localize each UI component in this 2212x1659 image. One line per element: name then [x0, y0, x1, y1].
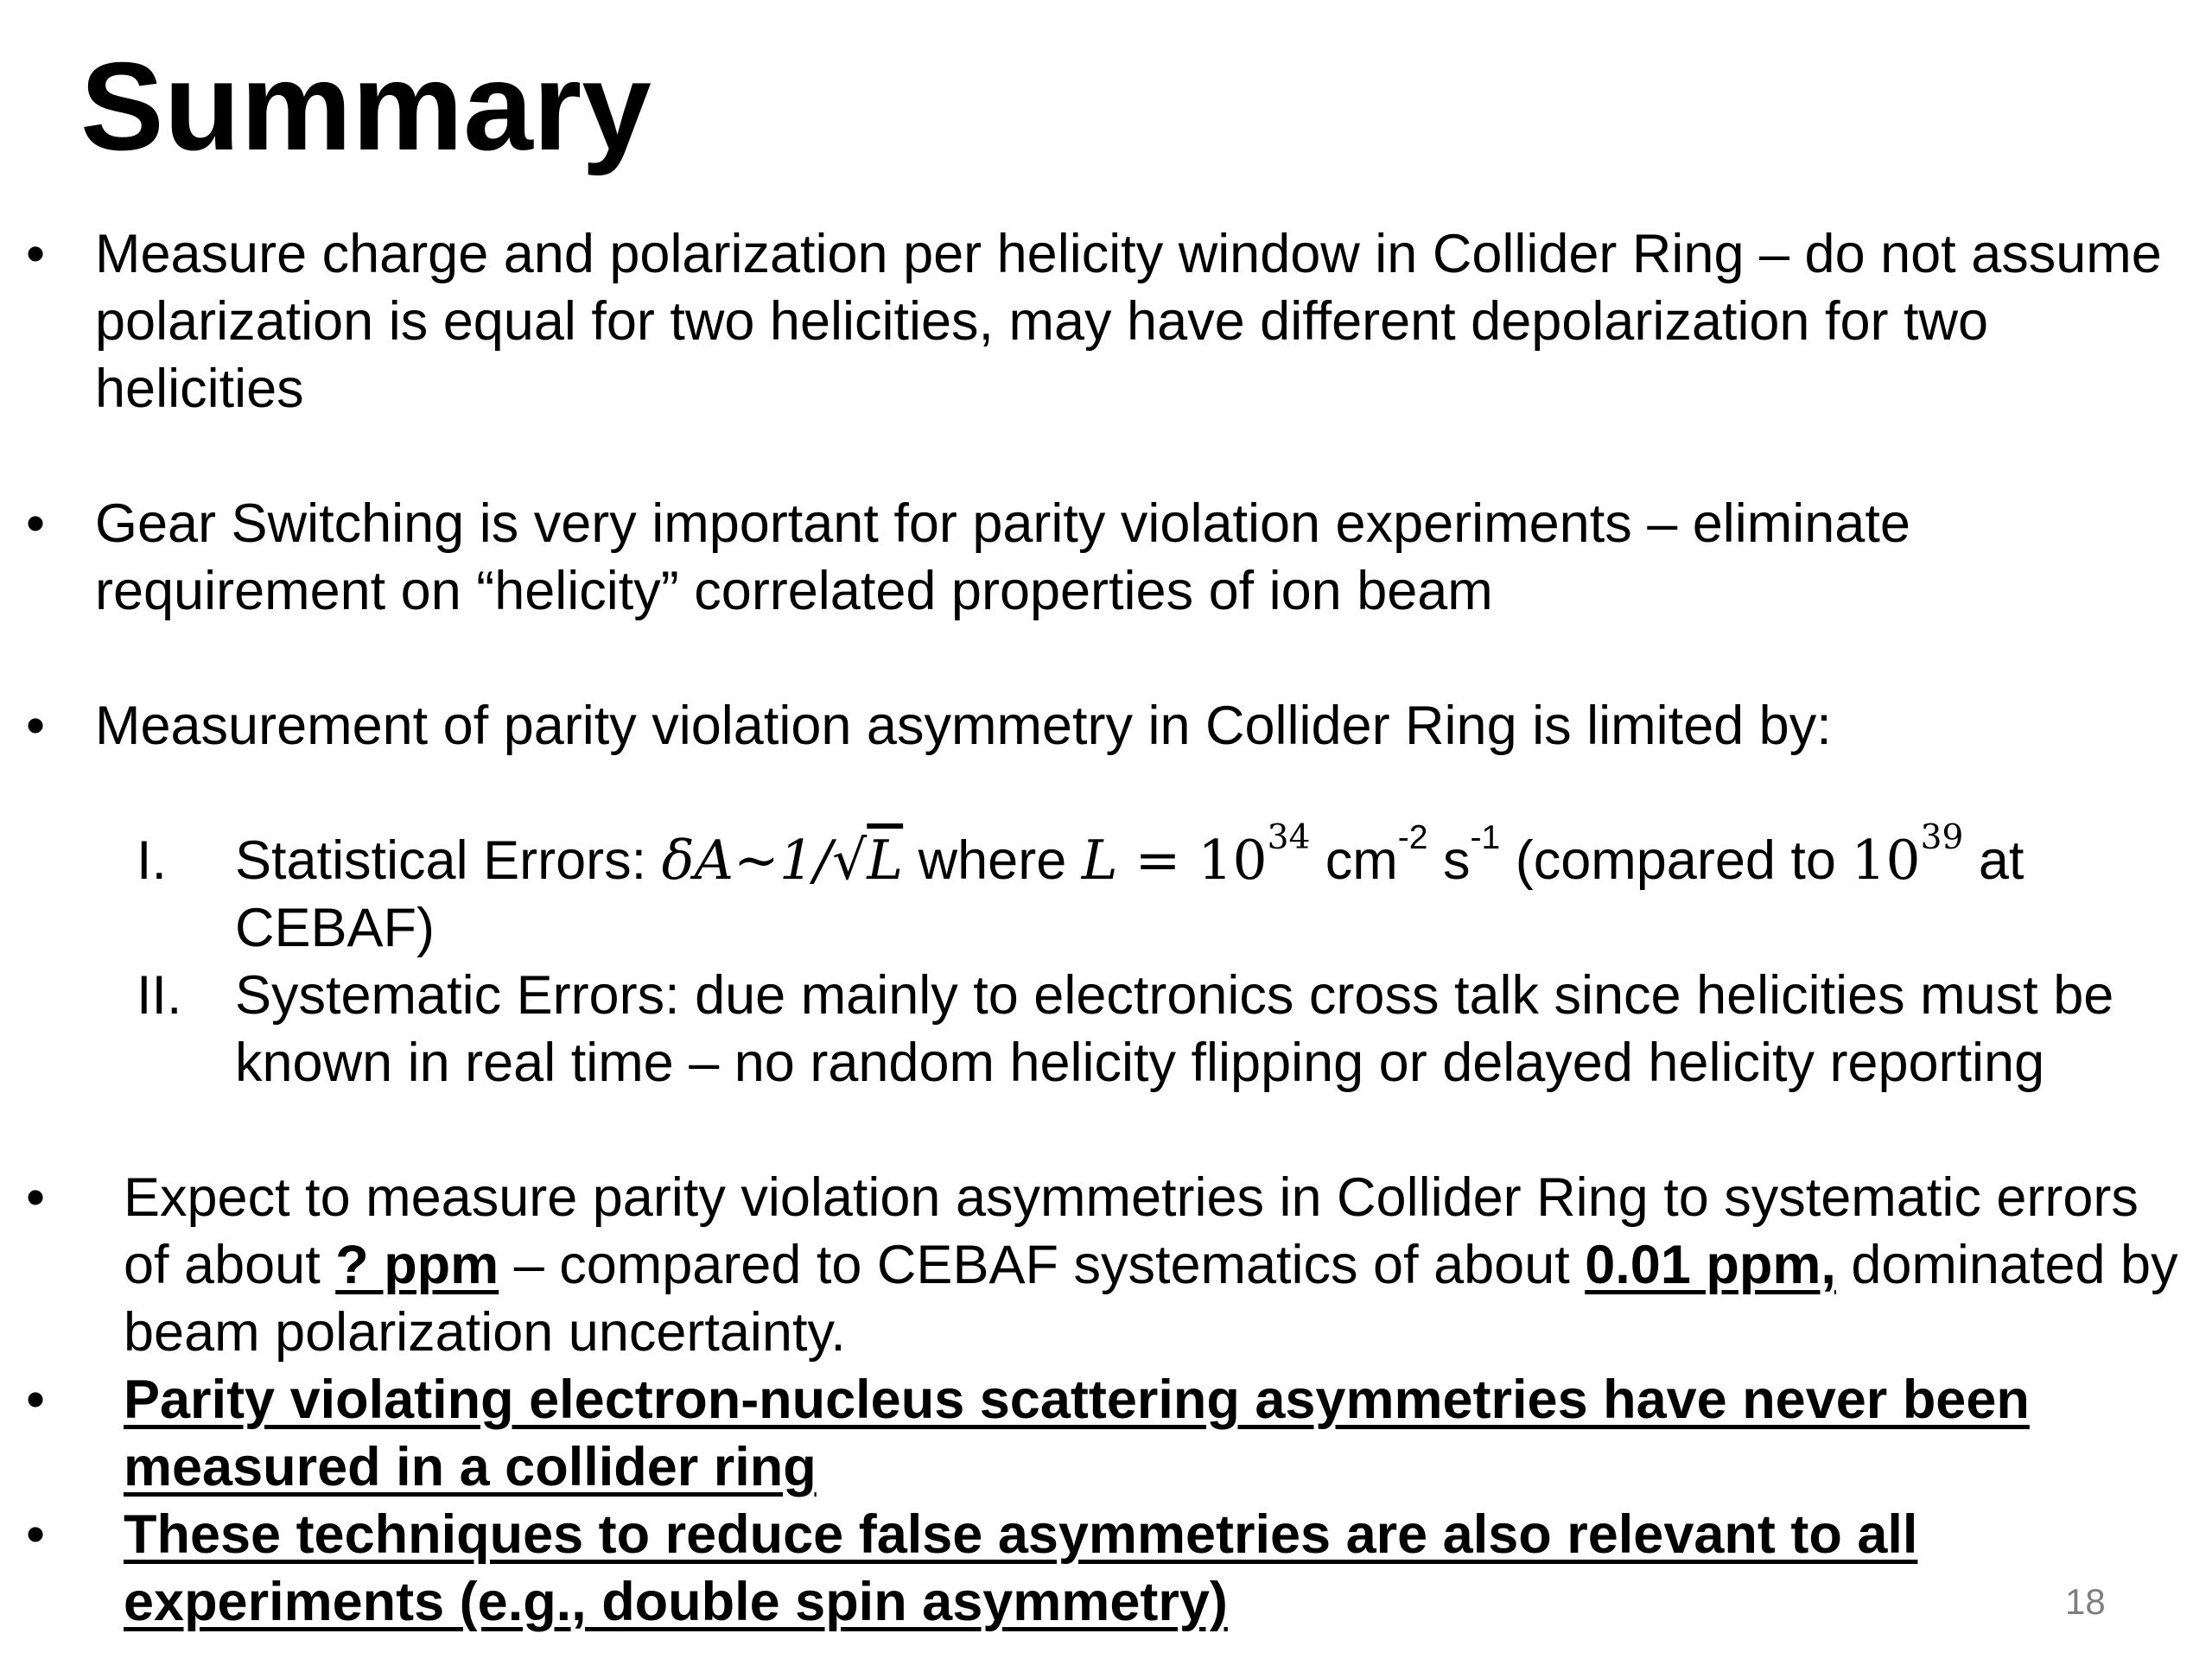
bullet-dot: •	[26, 696, 46, 756]
bullet-dot: •	[26, 493, 46, 554]
sqrt-symbol: √	[832, 829, 868, 892]
spacer	[0, 423, 2212, 490]
numbered-sublist	[0, 817, 2212, 1096]
page-number: 18	[2065, 1581, 2106, 1622]
bullet-text: Gear Switching is very important for parity violation experiments – eliminate requirement on “helicity” correlated properties of ion beam	[95, 493, 1910, 621]
bullet-text: Parity violating electron-nucleus scattering asymmetries have never been measured in a collider ring	[124, 1370, 2030, 1497]
sublist-number: II.	[137, 965, 182, 1026]
bullet-text: These techniques to reduce false asymmetries are also relevant to all experiments (e.g., double spin asymmetry)	[124, 1504, 1918, 1632]
spacer	[0, 625, 2212, 692]
bullet-gear-switching	[0, 490, 2212, 625]
bullet-charge-polarization	[0, 220, 2212, 423]
sublist-item-systematic	[0, 962, 2212, 1096]
expectation-part1: Expect to measure parity violation asymmetries in Collider Ring to systematic errors of about	[124, 1167, 2139, 1295]
emphasis-ppm-unknown: ? ppm	[335, 1235, 499, 1295]
math-delta-a: δA~1/	[661, 829, 833, 892]
unit-cm: cm	[1310, 830, 1398, 891]
expectation-part2: – compared to CEBAF systematics of about	[499, 1235, 1586, 1295]
statistical-lead: Statistical Errors:	[235, 830, 662, 891]
sublist-item-statistical	[0, 817, 2212, 962]
bullet-expectation	[0, 1164, 2212, 1366]
emphasis-cebaf-ppm: 0.01 ppm,	[1585, 1235, 1836, 1295]
exponent-minus-1: -1	[1470, 818, 1501, 856]
sublist-text: Systematic Errors: due mainly to electronics cross talk since helicities must be known in real time – no random helicity flipping or delayed helicity reporting	[235, 965, 2114, 1093]
bullet-dot: •	[26, 1370, 46, 1430]
bullet-dot: •	[26, 1504, 46, 1565]
bullet-list	[0, 220, 2212, 1636]
bullet-measurement-limits	[0, 692, 2212, 760]
compared-text: (compared to	[1500, 830, 1852, 891]
exponent-34: 34	[1267, 817, 1311, 857]
spacer	[0, 1096, 2212, 1164]
bullet-never-measured	[0, 1366, 2212, 1501]
math-l2: L	[1081, 829, 1118, 892]
expectation-part3: dominated by beam polarization uncertainty.	[124, 1235, 2178, 1363]
bullet-dot: •	[26, 1167, 46, 1228]
sublist-text	[235, 817, 2188, 962]
cebaf-tail: at CEBAF)	[235, 830, 2024, 958]
unit-s: s	[1427, 830, 1471, 891]
bullet-text	[124, 1164, 2193, 1366]
where-text: where	[903, 830, 1082, 891]
math-equals-ten: = 10	[1117, 829, 1268, 892]
math-ten: 10	[1851, 829, 1921, 892]
slide-title: Summary	[80, 36, 652, 176]
exponent-minus-2: -2	[1397, 818, 1428, 856]
exponent-39: 39	[1920, 817, 1964, 857]
sublist-number: I.	[137, 830, 168, 891]
bullet-text: Measurement of parity violation asymmetry in Collider Ring is limited by:	[95, 696, 1832, 756]
math-l: L	[867, 829, 904, 892]
bullet-text: Measure charge and polarization per helicity window in Collider Ring – do not assume polarization is equal for two helicities, may have different depolarization for two helicities	[95, 224, 2162, 419]
bullet-dot: •	[26, 224, 46, 284]
bullet-techniques-relevant	[0, 1501, 2212, 1636]
